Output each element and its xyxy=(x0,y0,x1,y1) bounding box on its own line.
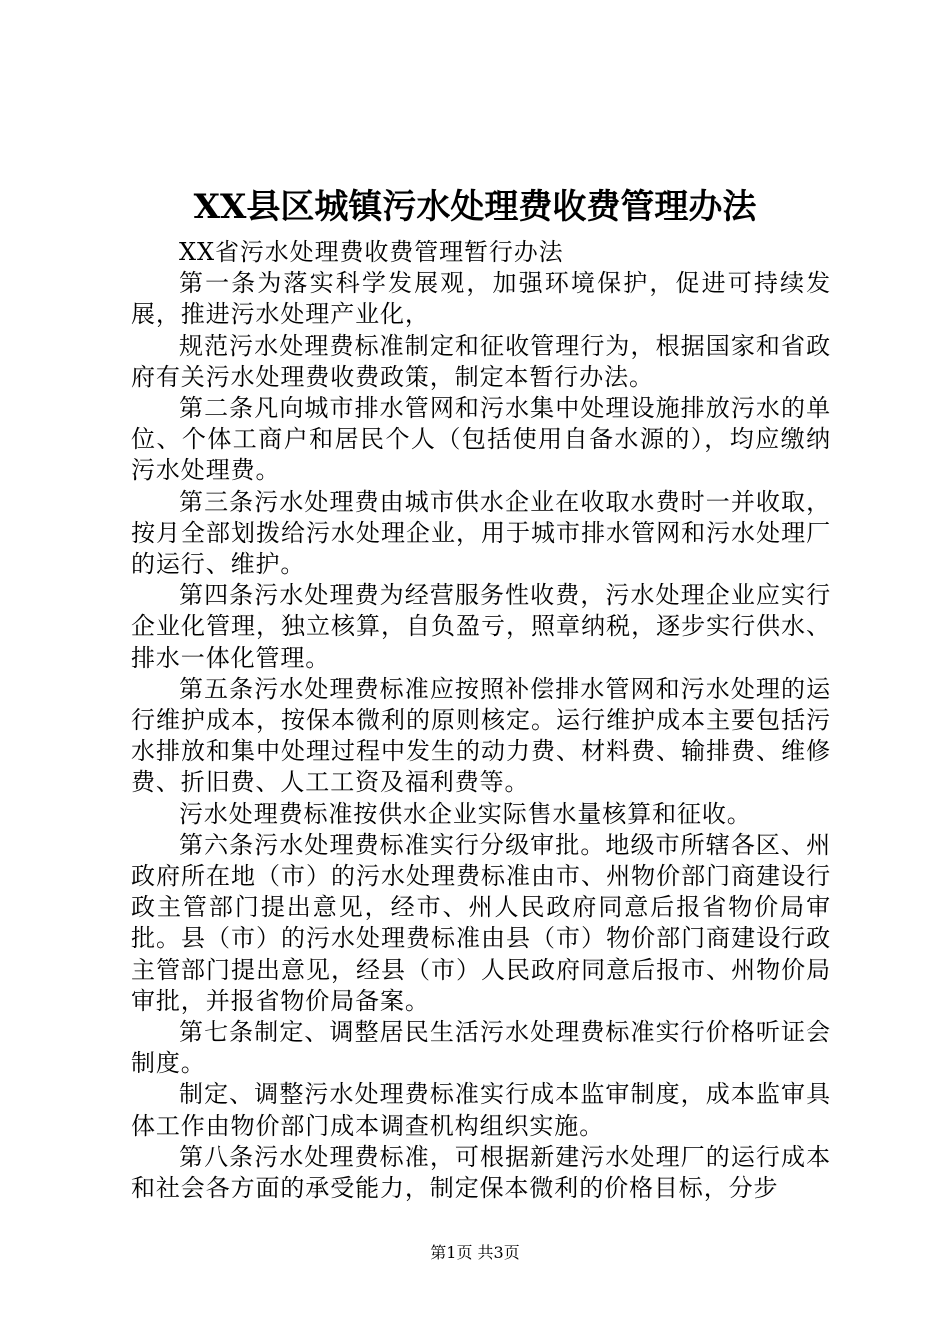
paragraph-article-2: 第二条凡向城市排水管网和污水集中处理设施排放污水的单位、个体工商户和居民个人（包括使用自备水源的），均应缴纳污水处理费。 xyxy=(131,394,831,485)
paragraph-article-1-cont: 规范污水处理费标准制定和征收管理行为，根据国家和省政府有关污水处理费收费政策，制定本暂行办法。 xyxy=(131,331,831,391)
paragraph-article-6: 第六条污水处理费标准实行分级审批。地级市所辖各区、州政府所在地（市）的污水处理费标准由市、州物价部门商建设行政主管部门提出意见，经市、州人民政府同意后报省物价局审批。县（市）的污水处理费标准由县（市）物价部门商建设行政主管部门提出意见，经县（市）人民政府同意后报市、州物价局审批，并报省物价局备案。 xyxy=(131,830,831,1015)
document-title: XX县区城镇污水处理费收费管理办法 xyxy=(193,187,757,227)
paragraph-article-5: 第五条污水处理费标准应按照补偿排水管网和污水处理的运行维护成本，按保本微利的原则核定。运行维护成本主要包括污水排放和集中处理过程中发生的动力费、材料费、输排费、维修费、折旧费、人工工资及福利费等。 xyxy=(131,674,831,797)
paragraph-article-7: 第七条制定、调整居民生活污水处理费标准实行价格听证会制度。 xyxy=(131,1018,831,1078)
page-footer: 第1页 共3页 xyxy=(430,1243,520,1262)
paragraph-article-1: 第一条为落实科学发展观，加强环境保护，促进可持续发展，推进污水处理产业化， xyxy=(131,269,831,329)
paragraph-subtitle: XX省污水处理费收费管理暂行办法 xyxy=(179,238,564,266)
paragraph-article-3: 第三条污水处理费由城市供水企业在收取水费时一并收取，按月全部划拨给污水处理企业，用于城市排水管网和污水处理厂的运行、维护。 xyxy=(131,487,831,579)
paragraph-article-8: 第八条污水处理费标准，可根据新建污水处理厂的运行成本和社会各方面的承受能力，制定保本微利的价格目标，分步 xyxy=(131,1142,831,1203)
paragraph-article-7-cont: 制定、调整污水处理费标准实行成本监审制度，成本监审具体工作由物价部门成本调查机构组织实施。 xyxy=(131,1080,831,1140)
paragraph-article-4: 第四条污水处理费为经营服务性收费，污水处理企业应实行企业化管理，独立核算，自负盈亏，照章纳税，逐步实行供水、排水一体化管理。 xyxy=(131,581,831,672)
paragraph-article-5-cont: 污水处理费标准按供水企业实际售水量核算和征收。 xyxy=(179,799,752,828)
document-body xyxy=(131,237,831,1204)
